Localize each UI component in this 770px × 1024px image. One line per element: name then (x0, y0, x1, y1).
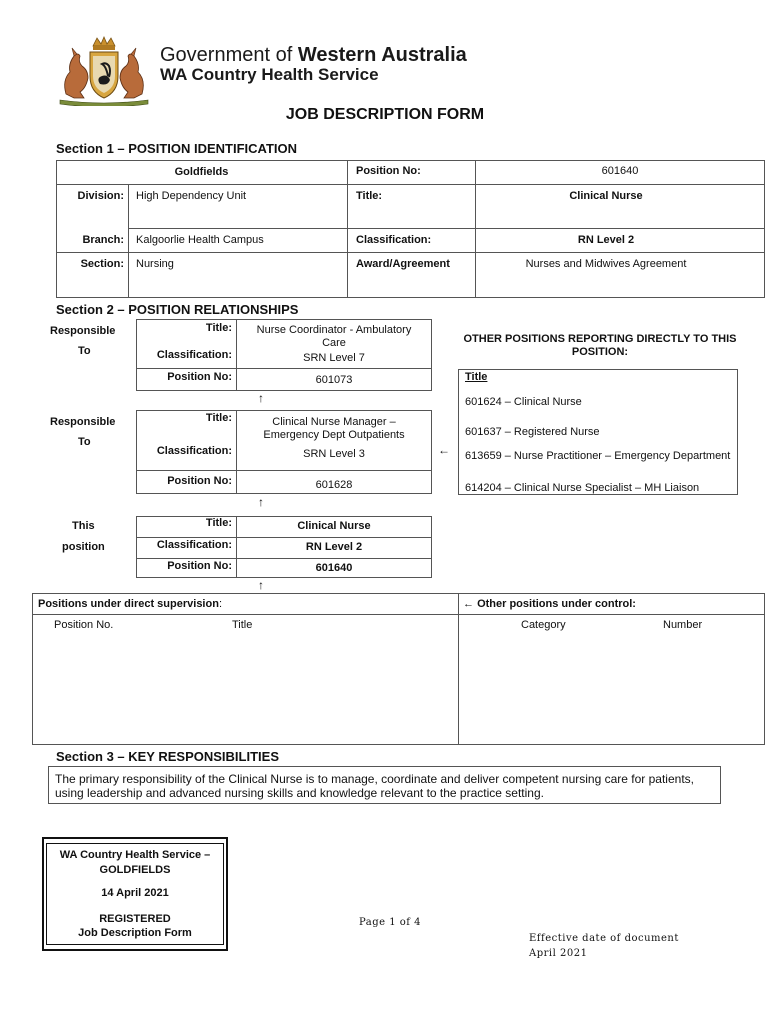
supervision-table (32, 593, 765, 745)
control-label-text: Other positions under control: (477, 598, 636, 610)
title-value: Clinical Nurse (569, 190, 643, 202)
supervision-label (38, 598, 222, 610)
branch-value: Kalgoorlie Health Campus (136, 234, 264, 246)
other-positions-heading: OTHER POSITIONS REPORTING DIRECTLY TO THIS POSITION: (463, 333, 737, 358)
division-value: High Dependency Unit (136, 190, 247, 202)
up-arrow-icon-1: ↑ (258, 391, 264, 405)
left-arrow-icon: ← (463, 598, 474, 610)
org-name-prefix: Government of (160, 44, 298, 66)
supervisor1-classification-label: Classification: (156, 349, 232, 361)
effective-date-label: Effective date of document (529, 933, 679, 944)
supervisor1-position-no: 601073 (315, 374, 353, 386)
supervisor2-classification-label: Classification: (156, 445, 232, 457)
supervision-col-title: Title (232, 619, 253, 631)
org-name-bold: Western Australia (297, 44, 467, 66)
this-position-no: 601640 (315, 562, 353, 574)
control-col-category: Category (521, 619, 566, 631)
position-no-label: Position No: (356, 165, 421, 177)
supervisor2-title: Clinical Nurse Manager – Emergency Dept Outpatients (263, 416, 405, 441)
supervisor2-position-no-label: Position No: (167, 475, 232, 487)
supervisor2-title-label: Title: (205, 412, 232, 424)
supervision-col-position-no: Position No. (54, 619, 114, 631)
supervision-label-text: Positions under direct supervision (38, 598, 219, 610)
section-label: Section: (80, 258, 124, 270)
section2-heading: Section 2 – POSITION RELATIONSHIPS (56, 302, 299, 317)
this-label: This (72, 520, 95, 532)
this-position-classification-label: Classification: (156, 539, 232, 551)
stamp-line2: GOLDFIELDS (99, 864, 171, 876)
key-responsibilities-text: The primary responsibility of the Clinical Nurse is to manage, coordinate and deliver competent nursing care for patients, using leadership and advanced nursing skills and knowledge relevant to the practice setting. (55, 772, 694, 800)
other-position-item: 613659 – Nurse Practitioner – Emergency Department (465, 450, 731, 462)
position-identification-table (56, 160, 765, 298)
classification-value: RN Level 2 (577, 234, 635, 246)
section3-heading: Section 3 – KEY RESPONSIBILITIES (56, 749, 279, 764)
control-col-number: Number (663, 619, 703, 631)
other-position-item: 614204 – Clinical Nurse Specialist – MH Liaison (465, 482, 700, 494)
supervision-colon: : (218, 598, 222, 610)
supervisor2-position-no: 601628 (315, 479, 353, 491)
org-name-line2: WA Country Health Service (160, 65, 379, 84)
supervisor1-title-label: Title: (205, 322, 232, 334)
section-value: Nursing (136, 258, 174, 270)
coat-of-arms-icon (56, 36, 152, 106)
other-position-item: 601624 – Clinical Nurse (465, 396, 582, 408)
supervisor1-position-no-label: Position No: (167, 371, 232, 383)
section1-heading: Section 1 – POSITION IDENTIFICATION (56, 141, 298, 156)
responsible-label-2: Responsible (50, 416, 116, 428)
this-position-classification: RN Level 2 (305, 541, 363, 553)
award-value: Nurses and Midwives Agreement (525, 258, 687, 270)
org-name-line1 (160, 44, 467, 66)
form-title: JOB DESCRIPTION FORM (285, 106, 485, 123)
other-positions-title-header: Title (465, 371, 488, 383)
left-arrow-icon: ← (438, 443, 450, 457)
region-value: Goldfields (174, 166, 229, 178)
division-label: Division: (77, 190, 124, 202)
this-position-title: Clinical Nurse (297, 520, 371, 532)
stamp-line3: REGISTERED (99, 913, 171, 925)
stamp-line1: WA Country Health Service – (59, 849, 211, 861)
responsible-label-1: Responsible (50, 325, 116, 337)
position-no-value: 601640 (601, 165, 639, 177)
crest-logo (56, 36, 152, 106)
to-label-1: To (78, 345, 91, 357)
this-position-no-label: Position No: (167, 560, 232, 572)
supervisor1-title: Nurse Coordinator - Ambulatory Care (256, 324, 412, 349)
other-position-item: 601637 – Registered Nurse (465, 426, 600, 438)
title-label: Title: (356, 190, 383, 202)
page-number: Page 1 of 4 (359, 917, 422, 928)
up-arrow-icon-3: ↑ (258, 578, 264, 592)
effective-date-value: April 2021 (529, 948, 588, 959)
supervisor1-classification: SRN Level 7 (303, 352, 365, 364)
registration-stamp (42, 837, 228, 951)
to-label-2: To (78, 436, 91, 448)
up-arrow-icon-2: ↑ (258, 495, 264, 509)
classification-label: Classification: (356, 234, 432, 246)
stamp-date: 14 April 2021 (101, 887, 169, 899)
award-label: Award/Agreement (356, 258, 450, 270)
stamp-line4: Job Description Form (78, 927, 192, 939)
this-position-title-label: Title: (205, 517, 232, 529)
branch-label: Branch: (82, 234, 124, 246)
control-label (463, 598, 636, 610)
position-label: position (62, 541, 105, 553)
supervisor2-classification: SRN Level 3 (303, 448, 365, 460)
